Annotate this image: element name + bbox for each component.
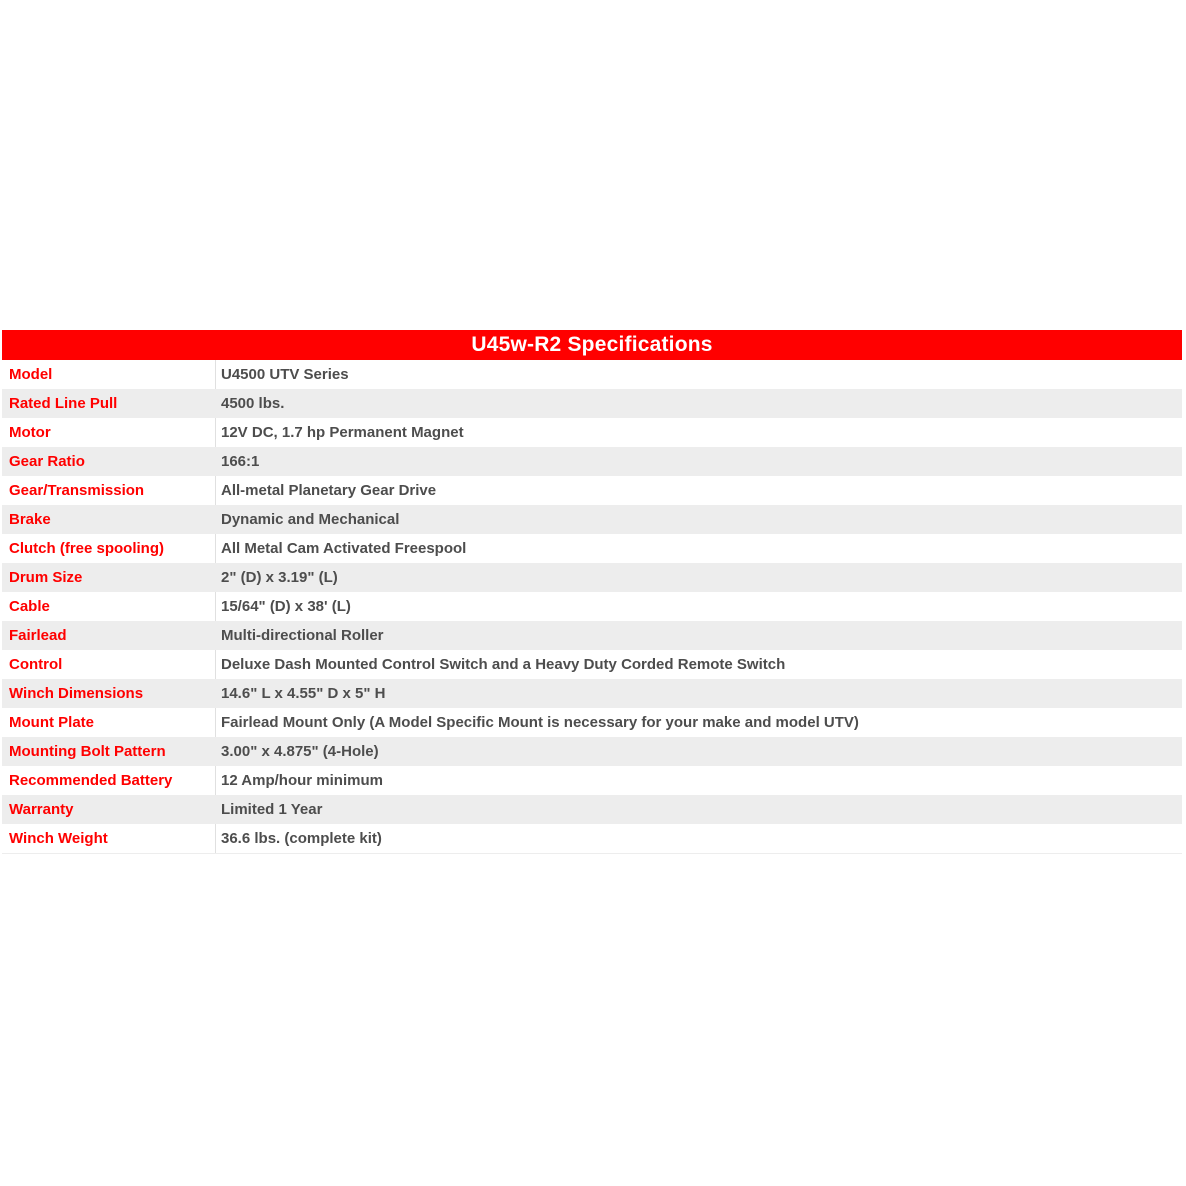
table-row <box>2 679 1182 708</box>
table-row <box>2 563 1182 592</box>
spec-label: Brake <box>9 511 51 528</box>
specifications-table <box>2 330 1182 854</box>
spec-value: 12 Amp/hour minimum <box>215 766 1182 795</box>
table-body <box>2 360 1182 854</box>
spec-label: Winch Weight <box>9 830 108 847</box>
spec-label: Fairlead <box>9 627 67 644</box>
spec-value: All Metal Cam Activated Freespool <box>215 534 1182 563</box>
spec-value: 4500 lbs. <box>221 395 285 412</box>
spec-label: Mount Plate <box>9 714 94 731</box>
spec-label: Rated Line Pull <box>9 395 118 412</box>
spec-value: 15/64" (D) x 38' (L) <box>215 592 1182 621</box>
spec-label: Gear Ratio <box>9 453 85 470</box>
spec-label: Winch Dimensions <box>9 685 144 702</box>
spec-label: Recommended Battery <box>9 772 173 789</box>
spec-value: 14.6" L x 4.55" D x 5" H <box>221 685 386 702</box>
spec-label: Model <box>9 366 53 383</box>
table-row <box>2 824 1182 853</box>
table-row <box>2 766 1182 795</box>
spec-value: Multi-directional Roller <box>221 627 384 644</box>
spec-label: Warranty <box>9 801 74 818</box>
spec-value: Deluxe Dash Mounted Control Switch and a Heavy Duty Corded Remote Switch <box>215 650 1182 679</box>
table-title: U45w-R2 Specifications <box>2 330 1182 360</box>
spec-label: Clutch (free spooling) <box>9 540 164 557</box>
table-row <box>2 737 1182 766</box>
spec-value: 12V DC, 1.7 hp Permanent Magnet <box>215 418 1182 447</box>
spec-value: Limited 1 Year <box>221 801 323 818</box>
table-row <box>2 505 1182 534</box>
spec-label: Control <box>9 656 63 673</box>
spec-value: 3.00" x 4.875" (4-Hole) <box>221 743 379 760</box>
table-row <box>2 389 1182 418</box>
spec-label: Motor <box>9 424 51 441</box>
spec-label: Gear/Transmission <box>9 482 145 499</box>
spec-label: Drum Size <box>9 569 83 586</box>
spec-value: Fairlead Mount Only (A Model Specific Mount is necessary for your make and model UTV) <box>215 708 1182 737</box>
spec-label: Mounting Bolt Pattern <box>9 743 166 760</box>
spec-value: Dynamic and Mechanical <box>221 511 400 528</box>
table-row <box>2 795 1182 824</box>
table-row <box>2 360 1182 389</box>
spec-label: Cable <box>9 598 50 615</box>
table-row <box>2 592 1182 621</box>
table-row <box>2 534 1182 563</box>
table-row <box>2 708 1182 737</box>
spec-value: 36.6 lbs. (complete kit) <box>215 824 1182 853</box>
table-row <box>2 418 1182 447</box>
spec-value: All-metal Planetary Gear Drive <box>215 476 1182 505</box>
table-row <box>2 650 1182 679</box>
spec-value: 2" (D) x 3.19" (L) <box>221 569 338 586</box>
spec-value: U4500 UTV Series <box>215 360 1182 389</box>
table-row <box>2 447 1182 476</box>
table-row <box>2 476 1182 505</box>
spec-value: 166:1 <box>221 453 260 470</box>
table-row <box>2 621 1182 650</box>
